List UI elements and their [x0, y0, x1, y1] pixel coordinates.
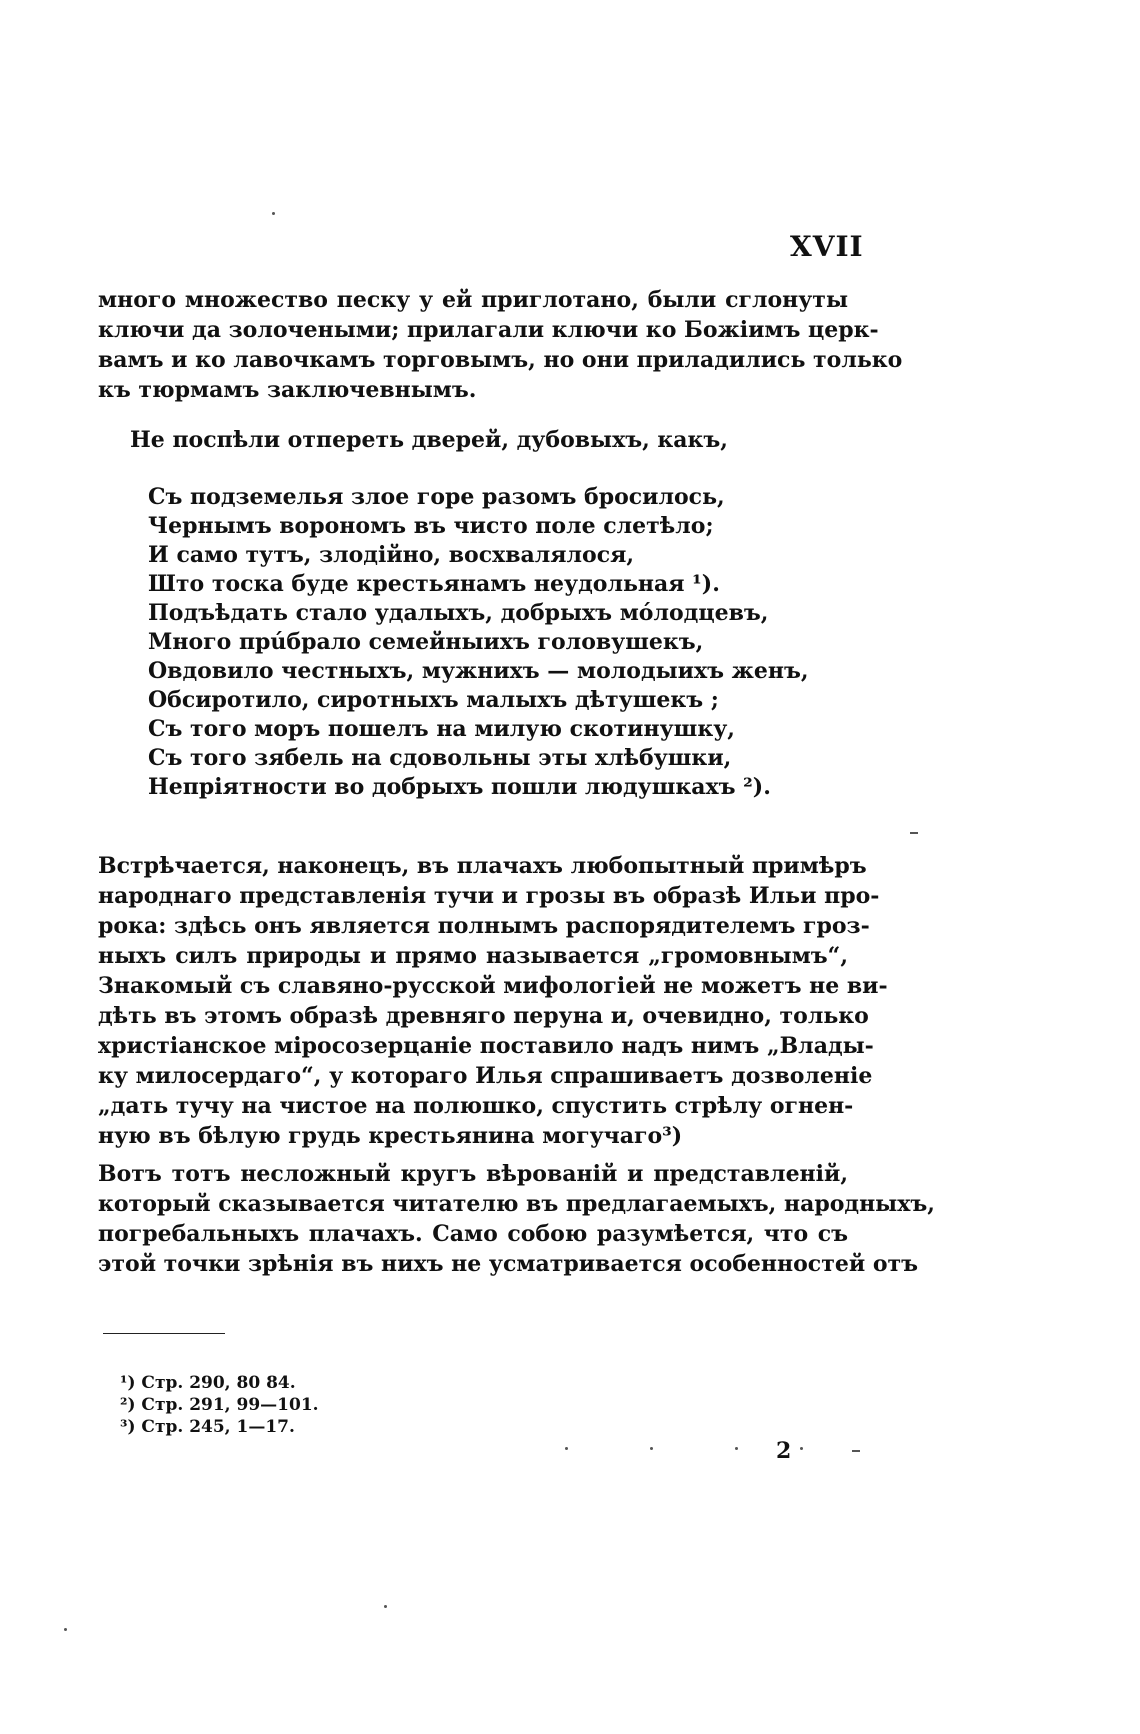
poem-line: Подъѣдать стало удалыхъ, добрыхъ мóлодцевъ,: [148, 600, 769, 626]
poem-line: Чернымъ ворономъ въ чисто поле слетѣло;: [148, 513, 714, 539]
paragraph-line: погребальныхъ плачахъ. Само собою разумѣется, что съ: [98, 1221, 848, 1247]
paragraph-line: ключи да золочеными; прилагали ключи ко Божіимъ церк-: [98, 317, 879, 343]
paragraph-line: Знакомый съ славяно-русской мифологіей не можетъ не ви-: [98, 973, 888, 999]
poem-line: Непріятности во добрыхъ пошли людушкахъ ²).: [148, 774, 771, 800]
paragraph-line: народнаго представленія тучи и грозы въ образѣ Ильи про-: [98, 883, 880, 909]
poem-line: Много прúбрало семейныихъ головушекъ,: [148, 629, 704, 655]
poem-line: Съ того моръ пошелъ на милую скотинушку,: [148, 716, 735, 742]
footnote-divider: [103, 1333, 225, 1334]
paragraph-line: ныхъ силъ природы и прямо называется „громовнымъ“,: [98, 943, 848, 969]
paragraph-line: христіанское міросозерцаніе поставило надъ нимъ „Влады-: [98, 1033, 874, 1059]
footnote: ³) Стр. 245, 1—17.: [120, 1417, 295, 1437]
scan-speck: [852, 1450, 860, 1452]
scan-speck: [650, 1447, 653, 1450]
paragraph-3: [98, 1159, 935, 1279]
paragraph-line: „дать тучу на чистое на полюшко, спустить стрѣлу огнен-: [98, 1093, 854, 1119]
poem-line: Што тоска буде крестьянамъ неудольная ¹).: [148, 571, 720, 597]
poem: [148, 483, 808, 802]
paragraph-line: Вотъ тотъ несложный кругъ вѣрованій и представленій,: [98, 1161, 848, 1187]
paragraph-line: который сказывается читателю въ предлагаемыхъ, народныхъ,: [98, 1191, 935, 1217]
paragraph-line: этой точки зрѣнія въ нихъ не усматривается особенностей отъ: [98, 1251, 918, 1277]
scan-speck: [910, 832, 918, 834]
paragraph-line: много множество песку у ей приглотано, были сглонуты: [98, 287, 848, 313]
poem-line: Съ того зябель на сдовольны эты хлѣбушки,: [148, 745, 732, 771]
paragraph-line: дѣть въ этомъ образѣ древняго перуна и, очевидно, только: [98, 1003, 869, 1029]
footnote: ¹) Стр. 290, 80 84.: [120, 1373, 296, 1393]
paragraph-line: ку милосердаго“, у котораго Илья спрашиваетъ дозволеніе: [98, 1063, 873, 1089]
signature-mark: 2: [776, 1438, 792, 1464]
poem-intro-line: Не поспѣли отпереть дверей, дубовыхъ, какъ,: [130, 427, 728, 453]
scan-speck: [565, 1447, 568, 1450]
poem-line: И само тутъ, злодійно, восхвалялося,: [148, 542, 635, 568]
paragraph-line: ную въ бѣлую грудь крестьянина могучаго³): [98, 1123, 683, 1149]
poem-line: Овдовило честныхъ, мужнихъ — молодыихъ женъ,: [148, 658, 809, 684]
footnote: ²) Стр. 291, 99—101.: [120, 1395, 319, 1415]
scan-speck: [272, 212, 275, 215]
scan-speck: [64, 1628, 67, 1631]
scan-speck: [384, 1605, 387, 1608]
poem-line: Съ подземелья злое горе разомъ бросилось,: [148, 484, 725, 510]
page-number: XVII: [790, 230, 864, 263]
footnotes: [120, 1372, 319, 1438]
scan-speck: [735, 1447, 738, 1450]
paragraph-line: къ тюрмамъ заключевнымъ.: [98, 377, 477, 403]
paragraph-2: [98, 851, 888, 1151]
paragraph-1: [98, 285, 903, 405]
paragraph-line: вамъ и ко лавочкамъ торговымъ, но они приладились только: [98, 347, 903, 373]
paragraph-line: рока: здѣсь онъ является полнымъ распорядителемъ гроз-: [98, 913, 870, 939]
paragraph-line: Встрѣчается, наконецъ, въ плачахъ любопытный примѣръ: [98, 853, 867, 879]
poem-line: Обсиротило, сиротныхъ малыхъ дѣтушекъ ;: [148, 687, 719, 713]
scan-speck: [800, 1447, 803, 1450]
